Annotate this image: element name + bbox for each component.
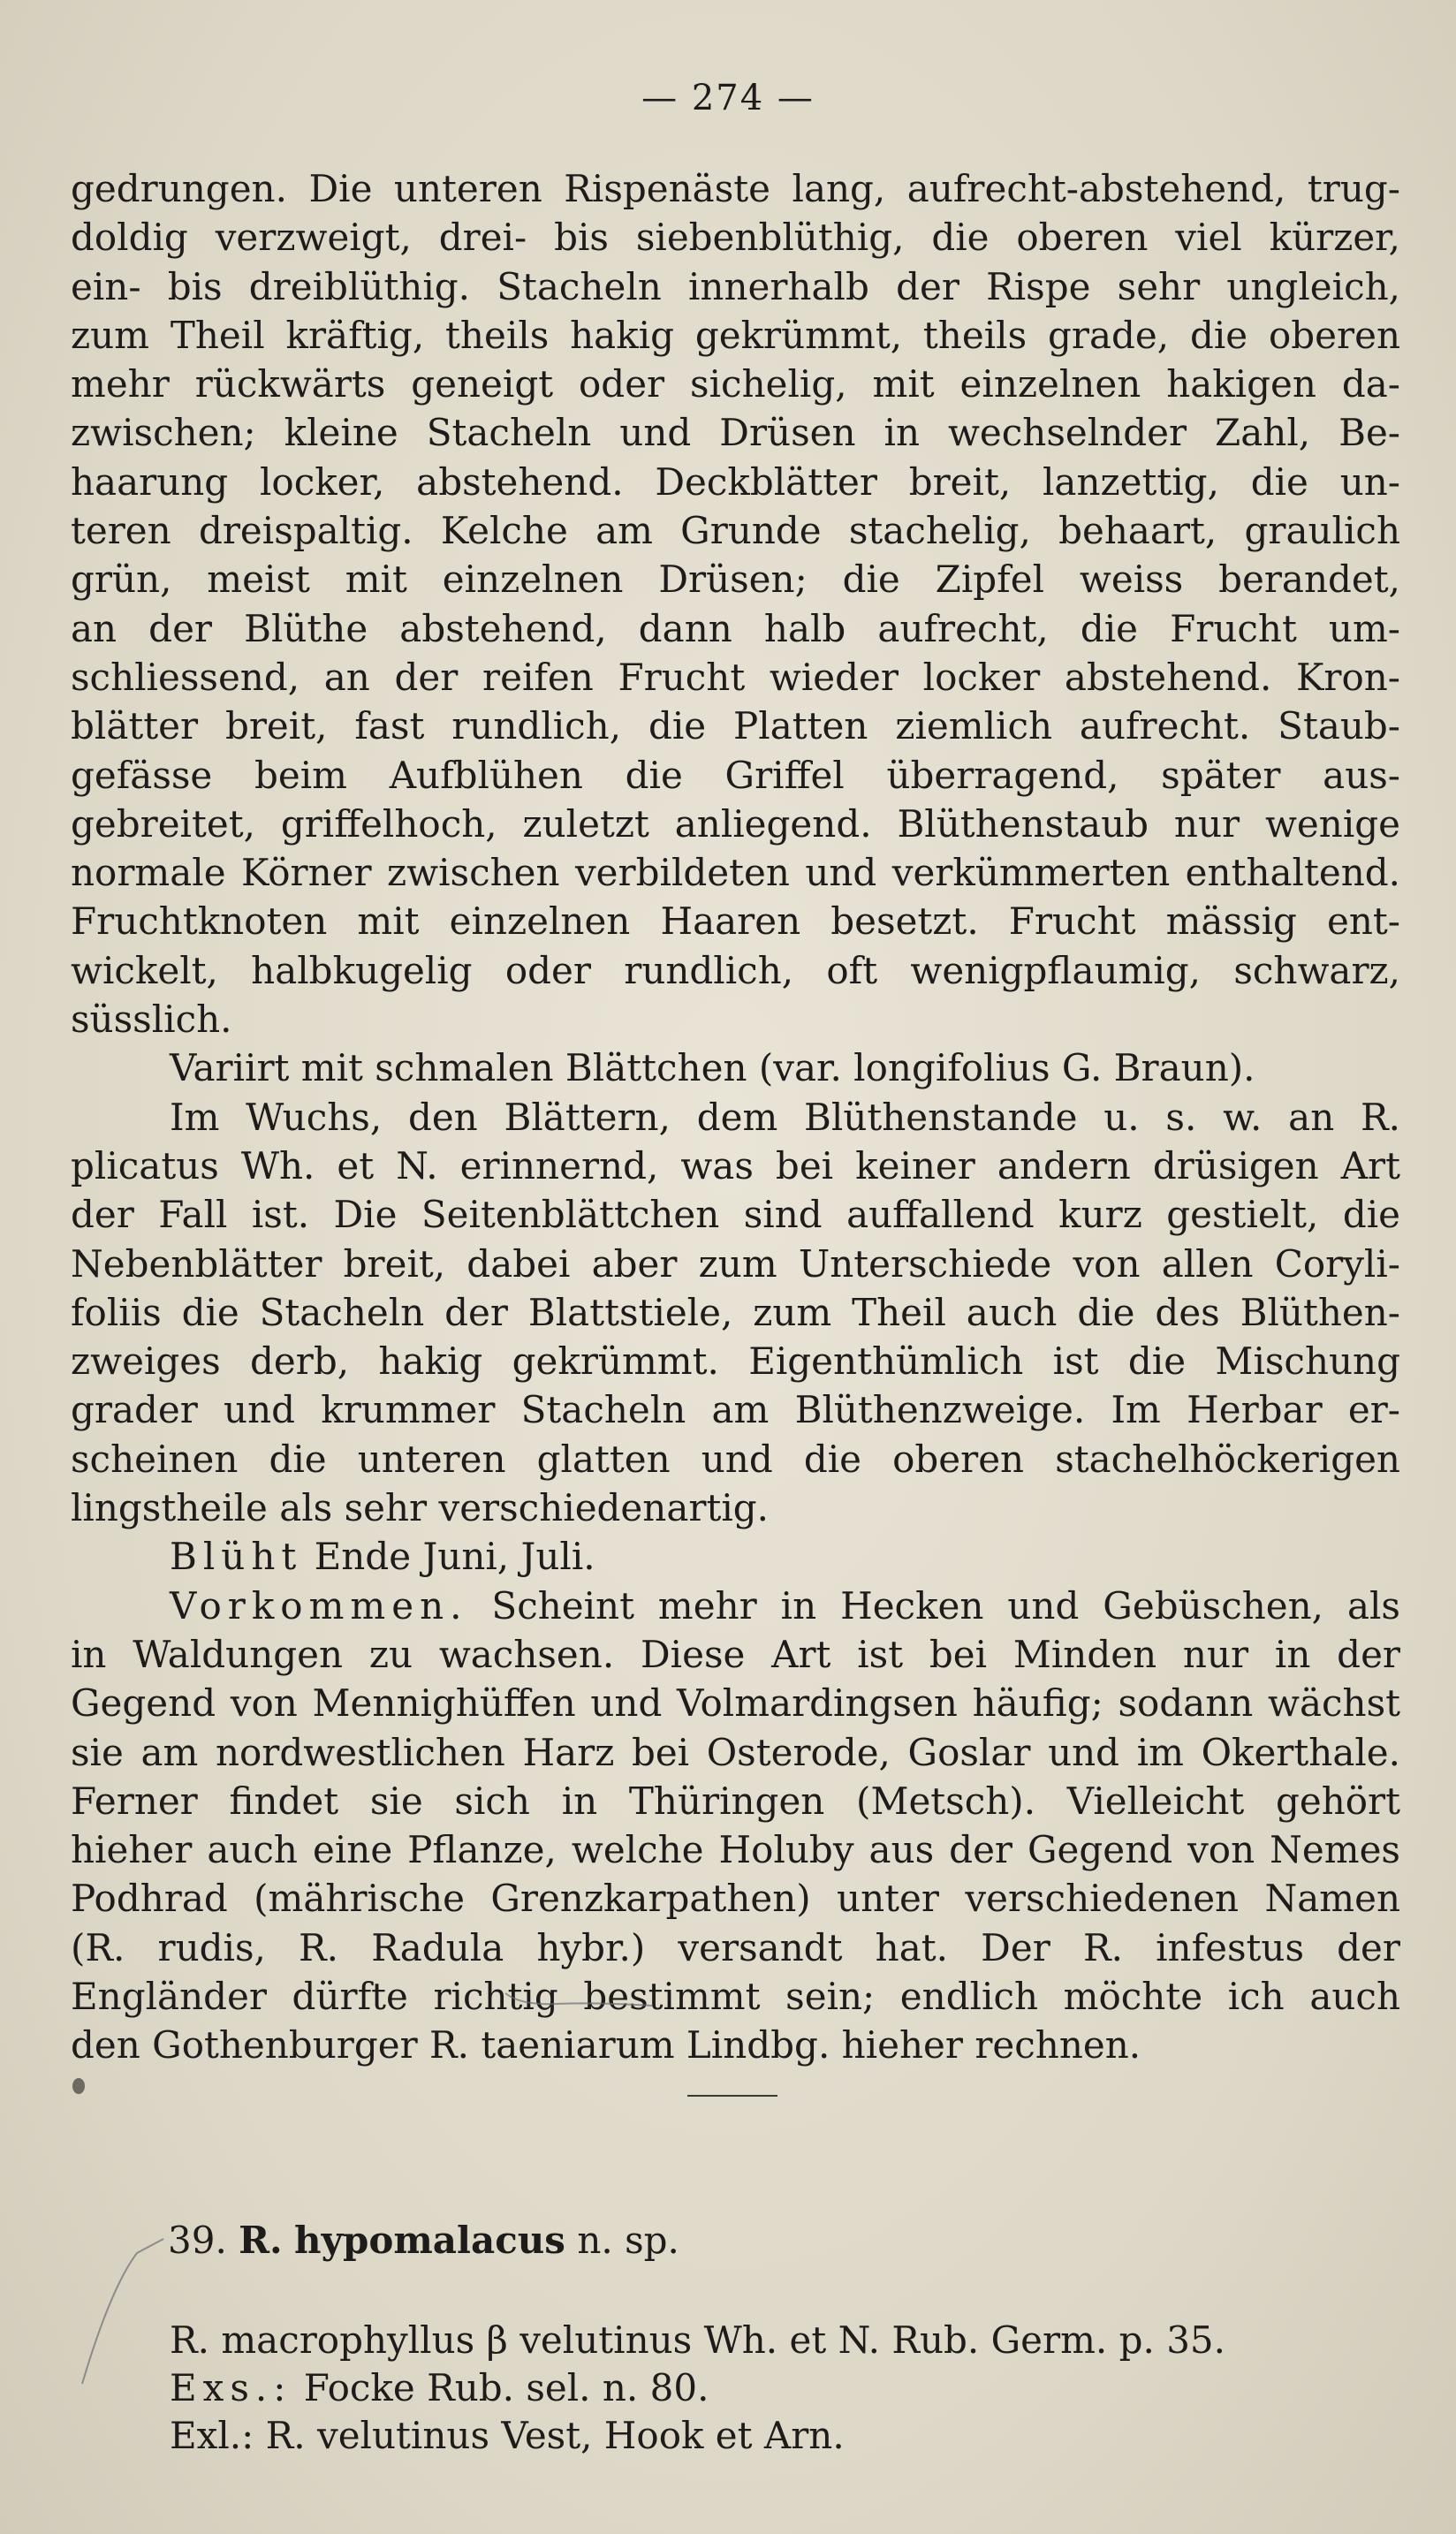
text-line: grün, meist mit einzelnen Drüsen; die Zipfel weiss berandet,: [71, 558, 1400, 602]
text-line: hieher auch eine Pflanze, welche Holuby aus der Gegend von Nemes: [71, 1828, 1400, 1872]
ink-spot: [72, 2078, 85, 2094]
excluded-label: Exl.:: [170, 2414, 254, 2457]
species-heading: [168, 2216, 679, 2265]
text-line: in Waldungen zu wachsen. Diese Art ist bei Minden nur in der: [71, 1632, 1400, 1676]
text-line: teren dreispaltig. Kelche am Grunde stachelig, behaart, graulich: [71, 509, 1400, 553]
text-line: Nebenblätter breit, dabei aber zum Unterschiede von allen Coryli-: [71, 1241, 1400, 1286]
text-line: sie am nordwestlichen Harz bei Osterode, Goslar und im Okerthale.: [71, 1730, 1400, 1774]
section-divider: [687, 2095, 777, 2097]
vorkommen-text: Scheint mehr in Hecken und Gebüschen, als: [491, 1583, 1400, 1627]
text-line: normale Körner zwischen verbildeten und verkümmerten enthaltend.: [71, 851, 1400, 895]
distribution-block: [71, 1630, 1400, 2070]
text-line: Gegend von Mennighüffen und Volmardingsen häufig; sodann wächst: [71, 1681, 1400, 1726]
text-line: mehr rückwärts geneigt oder sichelig, mit einzelnen hakigen da-: [71, 362, 1400, 406]
text-line: Ferner findet sie sich in Thüringen (Metsch). Vielleicht gehört: [71, 1779, 1400, 1823]
description-block: [71, 164, 1400, 1532]
excluded-text: R. velutinus Vest, Hook et Arn.: [265, 2414, 845, 2457]
species-name: hypomalacus: [294, 2219, 565, 2262]
text-line: an der Blüthe abstehend, dann halb aufrecht, die Frucht um-: [71, 606, 1400, 650]
body-text: [71, 164, 1400, 2070]
text-line: gefässe beim Aufblühen die Griffel überragend, später aus-: [71, 753, 1400, 797]
page-number: — 274 —: [641, 78, 815, 118]
text-line: Engländer dürfte richtig bestimmt sein; endlich möchte ich auch: [71, 1974, 1400, 2018]
excluded-line: [170, 2412, 845, 2460]
synonym-line: [170, 2317, 1225, 2364]
text-line: wickelt, halbkugelig oder rundlich, oft wenigpflaumig, schwarz,: [71, 948, 1400, 992]
text-line: zwischen; kleine Stacheln und Drüsen in wechselnder Zahl, Be-: [71, 411, 1400, 455]
text-line: Im Wuchs, den Blättern, dem Blüthenstande u. s. w. an R.: [170, 1095, 1400, 1139]
text-line: der Fall ist. Die Seitenblättchen sind auffallend kurz gestielt, die: [71, 1193, 1400, 1237]
exsiccata-label: Exs.:: [170, 2366, 292, 2409]
text-line: schliessend, an der reifen Frucht wieder locker abstehend. Kron-: [71, 655, 1400, 699]
text-line: zweiges derb, hakig gekrümmt. Eigenthümlich ist die Mischung: [71, 1339, 1400, 1384]
text-line: süsslich.: [71, 998, 232, 1042]
text-line: Variirt mit schmalen Blättchen (var. longifolius G. Braun).: [170, 1046, 1255, 1090]
pencil-underline-mark: [504, 1986, 654, 2013]
bluht-text: Ende Juni, Juli.: [314, 1535, 595, 1579]
text-line: den Gothenburger R. taeniarum Lindbg. hieher rechnen.: [71, 2023, 1141, 2067]
text-line: gedrungen. Die unteren Rispenäste lang, aufrecht-abstehend, trug-: [71, 167, 1400, 210]
vorkommen-line: [71, 1582, 1400, 1630]
bluht-label: Blüht: [170, 1535, 303, 1579]
text-line: blätter breit, fast rundlich, die Platten ziemlich aufrecht. Staub-: [71, 704, 1400, 748]
pencil-margin-mark: [75, 2235, 172, 2386]
text-line: lingstheile als sehr verschiedenartig.: [71, 1486, 770, 1530]
text-line: (R. rudis, R. Radula hybr.) versandt hat. Der R. infestus der: [71, 1925, 1400, 1969]
exsiccata-text: Focke Rub. sel. n. 80.: [303, 2366, 709, 2409]
bluht-line: [71, 1532, 1400, 1581]
text-line: Fruchtknoten mit einzelnen Haaren besetzt. Frucht mässig ent-: [71, 899, 1400, 944]
text-line: plicatus Wh. et N. erinnernd, was bei keiner andern drüsigen Art: [71, 1143, 1400, 1187]
text-line: doldig verzweigt, drei- bis siebenblüthig, die oberen viel kürzer,: [71, 216, 1400, 260]
synonym-text: R. macrophyllus β velutinus Wh. et N. Rub. Germ. p. 35.: [170, 2318, 1225, 2362]
text-line: grader und krummer Stacheln am Blüthenzweige. Im Herbar er-: [71, 1388, 1400, 1432]
text-line: ein- bis dreiblüthig. Stacheln innerhalb der Rispe sehr ungleich,: [71, 264, 1400, 308]
species-number: 39.: [168, 2219, 227, 2262]
text-line: Podhrad (mährische Grenzkarpathen) unter verschiedenen Namen: [71, 1877, 1400, 1921]
species-genus: R.: [239, 2219, 283, 2262]
text-line: foliis die Stacheln der Blattstiele, zum Theil auch die des Blüthen-: [71, 1290, 1400, 1334]
text-line: scheinen die unteren glatten und die oberen stachelhöckerigen: [71, 1437, 1400, 1481]
vorkommen-label: Vorkommen.: [170, 1583, 468, 1627]
text-line: zum Theil kräftig, theils hakig gekrümmt, theils grade, die oberen: [71, 313, 1400, 357]
species-suffix: n. sp.: [577, 2219, 679, 2262]
text-line: gebreitet, griffelhoch, zuletzt anliegend. Blüthenstaub nur wenige: [71, 801, 1400, 846]
exsiccata-line: [170, 2364, 709, 2412]
text-line: haarung locker, abstehend. Deckblätter breit, lanzettig, die un-: [71, 459, 1400, 504]
